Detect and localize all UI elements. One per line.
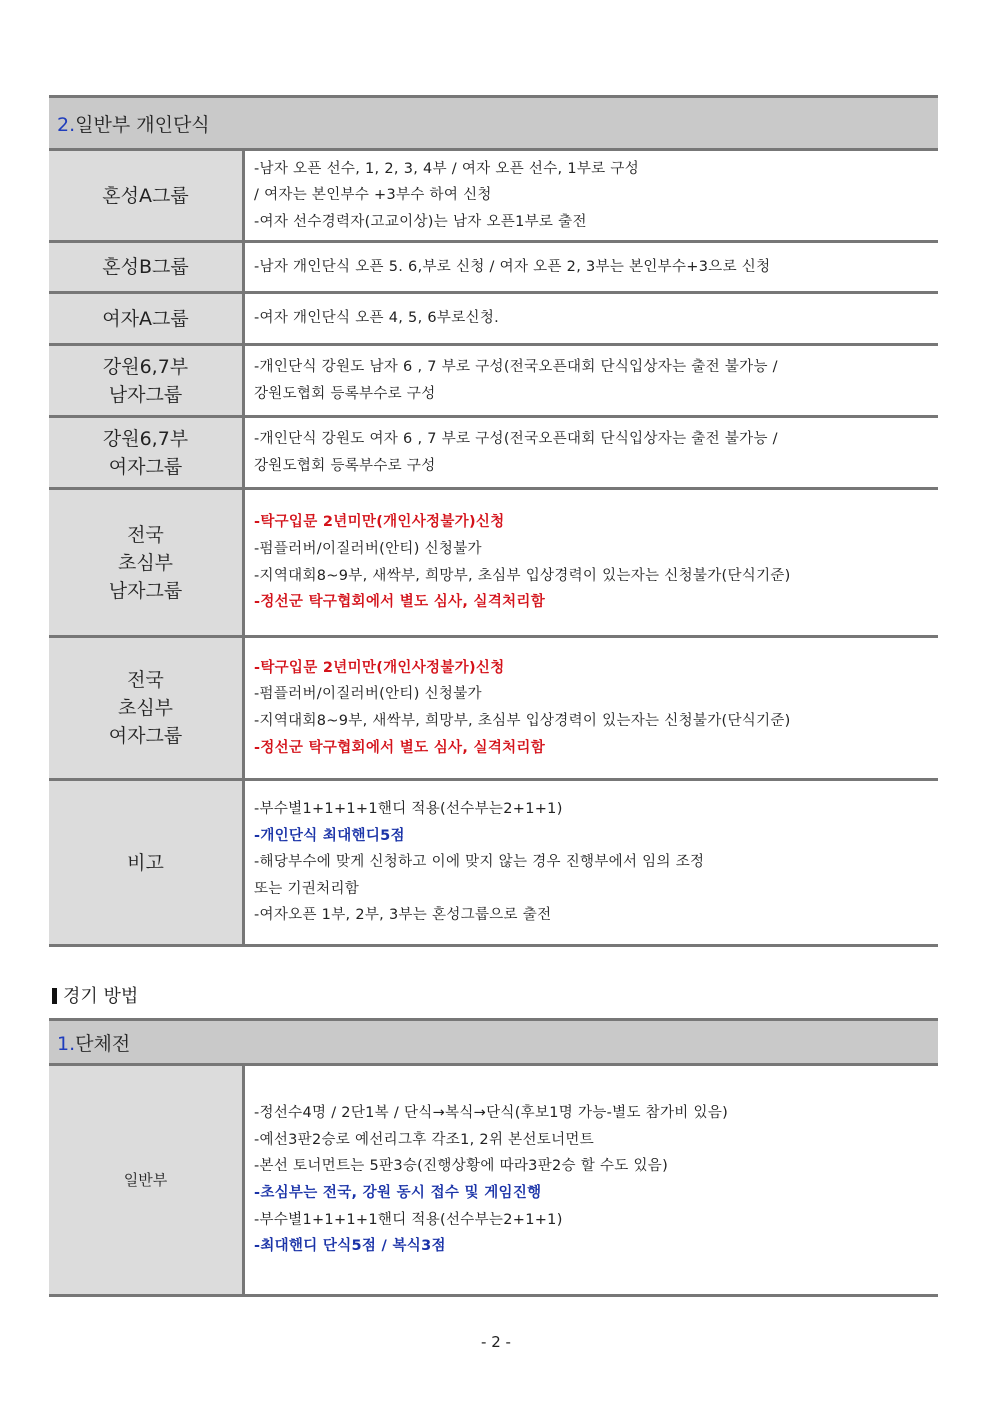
table-row bbox=[49, 242, 938, 293]
row-label-line: 강원6,7부 bbox=[102, 427, 189, 450]
row-label bbox=[49, 1065, 244, 1296]
content-line: -개인단식 최대핸디5점 bbox=[254, 827, 405, 844]
table-row bbox=[49, 417, 938, 489]
row-label bbox=[49, 242, 244, 293]
content-line: -정선군 탁구협회에서 별도 심사, 실격처리함 bbox=[254, 739, 546, 756]
content-line: -개인단식 강원도 남자 6 , 7 부로 구성(전국오픈대회 단식입상자는 출전 불가능 / bbox=[254, 358, 778, 375]
content-line: -남자 오픈 선수, 1, 2, 3, 4부 / 여자 오픈 선수, 1부로 구성 bbox=[254, 160, 640, 177]
row-label bbox=[49, 345, 244, 417]
section-marker-icon bbox=[52, 988, 57, 1004]
row-content bbox=[244, 293, 939, 345]
content-line: -정선수4명 / 2단1복 / 단식→복식→단식(후보1명 가능-별도 참가비 있음) bbox=[254, 1105, 729, 1122]
page-number: - 2 - bbox=[481, 1333, 511, 1351]
content-line: -지역대회8~9부, 새싹부, 희망부, 초심부 입상경력이 있는자는 신청불가(단식기준) bbox=[254, 713, 791, 729]
row-label-line: 혼성A그룹 bbox=[102, 184, 189, 207]
content-line: 또는 기권처리함 bbox=[254, 880, 360, 897]
section-heading: 경기 방법 bbox=[52, 982, 138, 1008]
row-label-line: 전국 bbox=[127, 669, 164, 691]
table-row bbox=[49, 637, 938, 780]
row-label-line: 여자그룹 bbox=[108, 455, 183, 478]
team-title: 단체전 bbox=[75, 1032, 131, 1055]
table-row bbox=[49, 345, 938, 417]
row-label-line: 초심부 bbox=[117, 551, 174, 574]
individual-singles-table bbox=[49, 95, 938, 947]
content-line: -예선3판2승로 예선리그후 각조1, 2위 본선토너먼트 bbox=[254, 1131, 595, 1148]
row-label-line: 비고 bbox=[127, 851, 164, 874]
row-label-line: 강원6,7부 bbox=[102, 355, 189, 378]
table-row bbox=[49, 489, 938, 637]
content-line: -여자 선수경력자(고교이상)는 남자 오픈1부로 출전 bbox=[254, 213, 587, 230]
row-content bbox=[244, 150, 939, 242]
team-header bbox=[49, 1020, 938, 1065]
content-line: -해당부수에 맞게 신청하고 이에 맞지 않는 경우 진행부에서 임의 조정 bbox=[254, 854, 705, 871]
row-label-line: 전국 bbox=[127, 523, 164, 546]
row-content bbox=[244, 637, 939, 780]
content-line: -부수별1+1+1+1핸디 적용(선수부는2+1+1) bbox=[254, 1211, 563, 1228]
row-content bbox=[244, 489, 939, 637]
content-line: 강원도협회 등록부수로 구성 bbox=[254, 385, 436, 402]
table-row bbox=[49, 293, 938, 345]
content-line: -펌플러버/이질러버(안티) 신청불가 bbox=[254, 686, 482, 703]
row-label-line: 남자그룹 bbox=[108, 383, 183, 406]
row-label bbox=[49, 637, 244, 780]
content-line: -남자 개인단식 오픈 5. 6,부로 신청 / 여자 오픈 2, 3부는 본인부수+3으로 신청 bbox=[254, 258, 771, 275]
content-line: -본선 토너먼트는 5판3승(진행상황에 따라3판2승 할 수도 있음) bbox=[254, 1158, 669, 1175]
content-line: -최대핸디 단식5점 / 복식3점 bbox=[254, 1238, 446, 1255]
table-row bbox=[49, 1065, 938, 1296]
row-content bbox=[244, 1065, 939, 1296]
row-label-line: 남자그룹 bbox=[108, 579, 183, 602]
content-line: -지역대회8~9부, 새싹부, 희망부, 초심부 입상경력이 있는자는 신청불가(단식기준) bbox=[254, 567, 791, 584]
team-number: 1. bbox=[57, 1032, 76, 1055]
section2-header bbox=[49, 97, 938, 150]
content-line: / 여자는 본인부수 +3부수 하여 신청 bbox=[254, 187, 492, 204]
row-label bbox=[49, 417, 244, 489]
row-content bbox=[244, 345, 939, 417]
row-label-line: 혼성B그룹 bbox=[102, 256, 189, 278]
section2-number: 2. bbox=[57, 113, 76, 136]
row-content bbox=[244, 780, 939, 946]
row-label bbox=[49, 150, 244, 242]
row-label bbox=[49, 780, 244, 946]
content-line: 강원도협회 등록부수로 구성 bbox=[254, 457, 436, 474]
row-label bbox=[49, 489, 244, 637]
content-line: -초심부는 전국, 강원 동시 접수 및 게임진행 bbox=[254, 1185, 542, 1201]
row-label-line: 일반부 bbox=[123, 1171, 168, 1189]
content-line: -여자 개인단식 오픈 4, 5, 6부로신청. bbox=[254, 310, 500, 327]
content-line: -여자오픈 1부, 2부, 3부는 혼성그룹으로 출전 bbox=[254, 907, 552, 924]
content-line: -정선군 탁구협회에서 별도 심사, 실격처리함 bbox=[254, 594, 546, 611]
row-label bbox=[49, 293, 244, 345]
row-content bbox=[244, 242, 939, 293]
content-line: -탁구입문 2년미만(개인사정불가)신청 bbox=[254, 514, 505, 531]
content-line: -부수별1+1+1+1핸디 적용(선수부는2+1+1) bbox=[254, 801, 563, 818]
table-row bbox=[49, 780, 938, 946]
content-line: -개인단식 강원도 여자 6 , 7 부로 구성(전국오픈대회 단식입상자는 출전 불가능 / bbox=[254, 430, 778, 447]
row-label-line: 여자A그룹 bbox=[102, 307, 189, 330]
row-label-line: 여자그룹 bbox=[108, 725, 183, 747]
section2-title: 일반부 개인단식 bbox=[75, 113, 210, 136]
content-line: -펌플러버/이질러버(안티) 신청불가 bbox=[254, 540, 482, 557]
row-content bbox=[244, 417, 939, 489]
team-event-table bbox=[49, 1018, 938, 1297]
content-line: -탁구입문 2년미만(개인사정불가)신청 bbox=[254, 659, 505, 676]
row-label-line: 초심부 bbox=[117, 697, 174, 719]
table-row bbox=[49, 150, 938, 242]
